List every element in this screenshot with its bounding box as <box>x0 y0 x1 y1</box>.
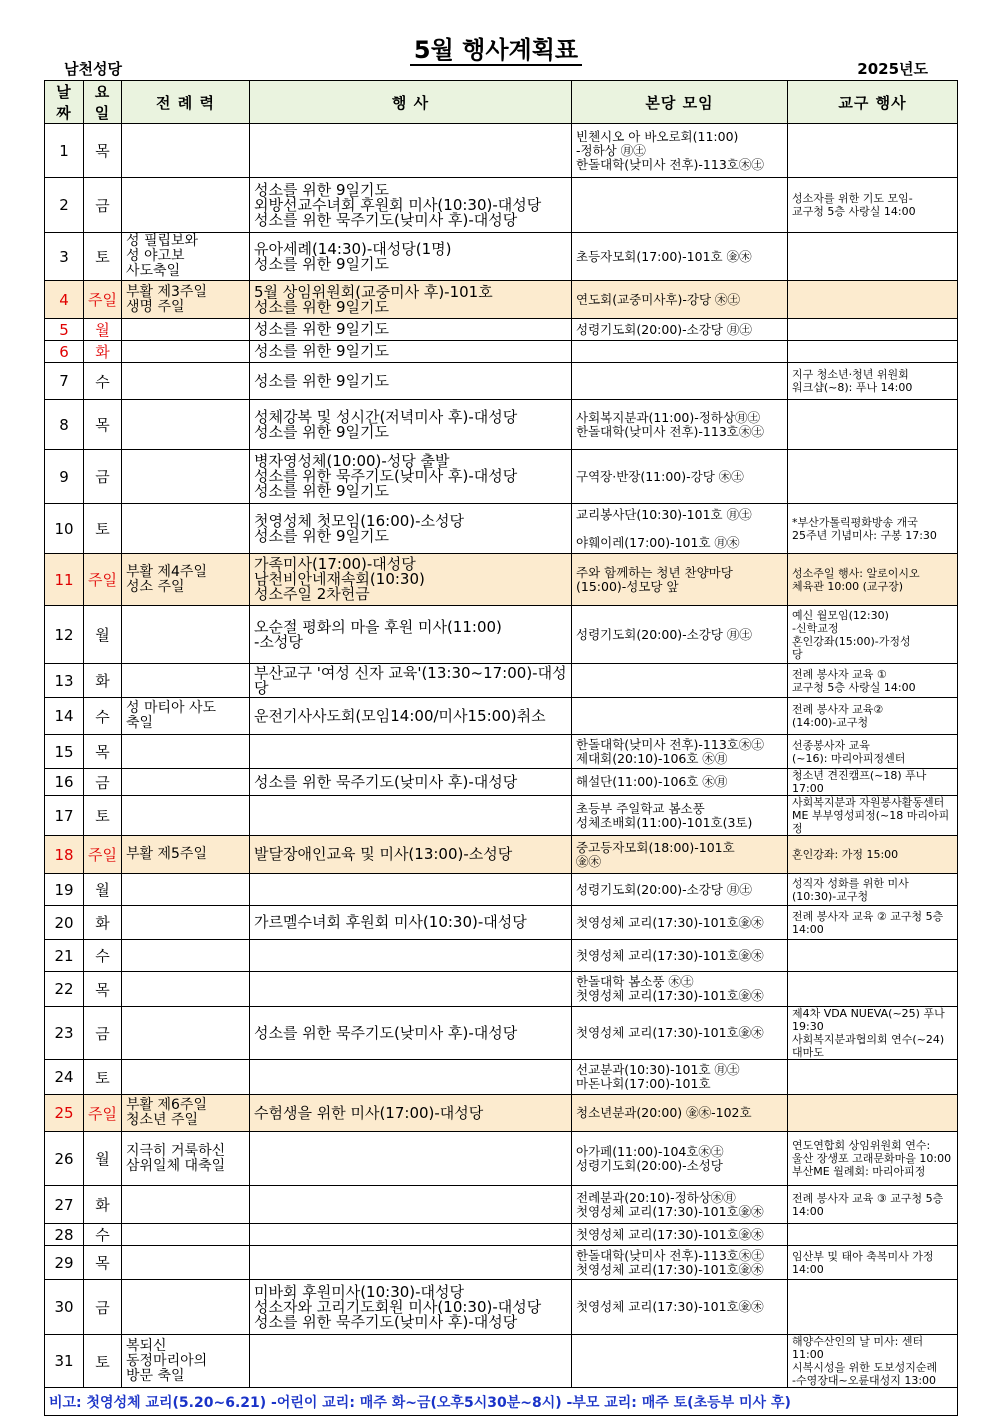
date-cell: 3 <box>45 233 84 281</box>
event-cell: 유아세례(14:30)-대성당(1명) 성소를 위한 9일기도 <box>250 233 572 281</box>
date-cell: 18 <box>45 836 84 874</box>
weekday-cell: 목 <box>84 124 122 178</box>
diocese-cell <box>788 1280 958 1335</box>
weekday-cell: 주일 <box>84 836 122 874</box>
meeting-cell <box>572 341 788 363</box>
table-row <box>45 554 958 606</box>
date-cell: 23 <box>45 1007 84 1060</box>
meeting-cell: 교리봉사단(10:30)-101호 ㊊㊏ 야훼이레(17:00)-101호 ㊊㊍ <box>572 504 788 554</box>
schedule-body <box>45 124 958 1388</box>
header-liturgy: 전 례 력 <box>122 81 250 124</box>
table-row <box>45 124 958 178</box>
event-cell <box>250 1060 572 1095</box>
date-cell: 25 <box>45 1095 84 1132</box>
meeting-cell: 성령기도회(20:00)-소강당 ㊊㊏ <box>572 319 788 341</box>
date-cell: 8 <box>45 400 84 450</box>
date-cell: 12 <box>45 606 84 664</box>
liturgy-cell <box>122 796 250 836</box>
table-row <box>45 1186 958 1224</box>
event-cell <box>250 1132 572 1186</box>
event-cell: 병자영성체(10:00)-성당 출발 성소를 위한 묵주기도(낮미사 후)-대성당 성소를 위한 9일기도 <box>250 450 572 504</box>
table-row <box>45 1335 958 1388</box>
diocese-cell: 선종봉사자 교육 (~16): 마리아피정센터 <box>788 735 958 769</box>
diocese-cell: 혼인강좌: 가정 15:00 <box>788 836 958 874</box>
event-cell: 가족미사(17:00)-대성당 남천비안네재속회(10:30) 성소주일 2차헌금 <box>250 554 572 606</box>
meeting-cell <box>572 363 788 400</box>
weekday-cell: 토 <box>84 1060 122 1095</box>
date-cell: 27 <box>45 1186 84 1224</box>
liturgy-cell: 부활 제5주일 <box>122 836 250 874</box>
table-row <box>45 769 958 796</box>
header-weekday: 요일 <box>84 81 122 124</box>
event-cell <box>250 940 572 972</box>
diocese-cell <box>788 400 958 450</box>
table-row <box>45 972 958 1007</box>
header-events: 행 사 <box>250 81 572 124</box>
diocese-cell: 성소자를 위한 기도 모임- 교구청 5층 사랑실 14:00 <box>788 178 958 233</box>
table-row <box>45 874 958 906</box>
meeting-cell: 연도회(교중미사후)-강당 ㊍㊏ <box>572 281 788 319</box>
liturgy-cell: 부활 제4주일 성소 주일 <box>122 554 250 606</box>
date-cell: 15 <box>45 735 84 769</box>
table-row <box>45 233 958 281</box>
table-row <box>45 1132 958 1186</box>
weekday-cell: 월 <box>84 874 122 906</box>
liturgy-cell <box>122 1186 250 1224</box>
diocese-cell <box>788 1224 958 1246</box>
table-row <box>45 664 958 698</box>
table-row <box>45 319 958 341</box>
liturgy-cell <box>122 178 250 233</box>
date-cell: 28 <box>45 1224 84 1246</box>
liturgy-cell: 복되신 동정마리아의 방문 축일 <box>122 1335 250 1388</box>
event-cell: 가르멜수녀회 후원회 미사(10:30)-대성당 <box>250 906 572 940</box>
meeting-cell: 빈첸시오 아 바오로회(11:00) -정하상 ㊊㊏ 한돌대학(낮미사 전후)-113호㊍㊏ <box>572 124 788 178</box>
weekday-cell: 목 <box>84 735 122 769</box>
diocese-cell <box>788 1060 958 1095</box>
diocese-cell <box>788 972 958 1007</box>
footer-row <box>45 1388 958 1416</box>
weekday-cell: 수 <box>84 698 122 735</box>
diocese-cell: 연도연합회 상임위원회 연수: 울산 장생포 고래문화마을 10:00 부산ME 월례회: 마리아피정 <box>788 1132 958 1186</box>
diocese-cell <box>788 319 958 341</box>
diocese-cell: 성소주일 행사: 알로이시오 체육관 10:00 (교구장) <box>788 554 958 606</box>
date-cell: 2 <box>45 178 84 233</box>
event-cell: 운전기사사도회(모임14:00/미사15:00)취소 <box>250 698 572 735</box>
diocese-cell: 전례 봉사자 교육 ② 교구청 5층 14:00 <box>788 906 958 940</box>
liturgy-cell <box>122 874 250 906</box>
meeting-cell: 한돌대학 봄소풍 ㊍㊏ 첫영성체 교리(17:30)-101호㊎㊍ <box>572 972 788 1007</box>
event-cell: 성소를 위한 9일기도 외방선교수녀회 후원회 미사(10:30)-대성당 성소를 위한 묵주기도(낮미사 후)-대성당 <box>250 178 572 233</box>
date-cell: 13 <box>45 664 84 698</box>
diocese-cell: *부산가톨릭평화방송 개국 25주년 기념미사: 구봉 17:30 <box>788 504 958 554</box>
weekday-cell: 수 <box>84 940 122 972</box>
meeting-cell: 성령기도회(20:00)-소강당 ㊊㊏ <box>572 606 788 664</box>
date-cell: 29 <box>45 1246 84 1280</box>
liturgy-cell <box>122 341 250 363</box>
schedule-table <box>44 80 958 1416</box>
meeting-cell: 사회복지분과(11:00)-정하상㊊㊏ 한돌대학(낮미사 전후)-113호㊍㊏ <box>572 400 788 450</box>
year-label: 2025년도 <box>857 60 928 78</box>
meeting-cell: 해설단(11:00)-106호 ㊍㊊ <box>572 769 788 796</box>
event-cell <box>250 124 572 178</box>
diocese-cell: 성직자 성화를 위한 미사 (10:30)-교구청 <box>788 874 958 906</box>
table-row <box>45 796 958 836</box>
weekday-cell: 목 <box>84 972 122 1007</box>
meeting-cell <box>572 664 788 698</box>
table-row <box>45 1095 958 1132</box>
date-cell: 7 <box>45 363 84 400</box>
table-row <box>45 1007 958 1060</box>
weekday-cell: 금 <box>84 769 122 796</box>
table-row <box>45 1060 958 1095</box>
diocese-cell: 전례 봉사자 교육 ③ 교구청 5층 14:00 <box>788 1186 958 1224</box>
table-row <box>45 400 958 450</box>
diocese-cell <box>788 124 958 178</box>
liturgy-cell <box>122 504 250 554</box>
meeting-cell: 청소년분과(20:00) ㊎㊍-102호 <box>572 1095 788 1132</box>
liturgy-cell: 부활 제6주일 청소년 주일 <box>122 1095 250 1132</box>
table-row <box>45 906 958 940</box>
diocese-cell <box>788 341 958 363</box>
liturgy-cell: 성 필립보와 성 야고보 사도축일 <box>122 233 250 281</box>
date-cell: 26 <box>45 1132 84 1186</box>
event-cell: 오순절 평화의 마을 후원 미사(11:00) -소성당 <box>250 606 572 664</box>
diocese-cell: 제4차 VDA NUEVA(~25) 푸나 19:30 사회복지분과협의회 연수(~24) 대마도 <box>788 1007 958 1060</box>
weekday-cell: 토 <box>84 233 122 281</box>
table-row <box>45 940 958 972</box>
liturgy-cell <box>122 1007 250 1060</box>
meeting-cell: 초등자모회(17:00)-101호 ㊎㊍ <box>572 233 788 281</box>
date-cell: 1 <box>45 124 84 178</box>
parish-name: 남천성당 <box>64 60 122 78</box>
date-cell: 11 <box>45 554 84 606</box>
date-cell: 5 <box>45 319 84 341</box>
header-diocese-events: 교구 행사 <box>788 81 958 124</box>
event-cell: 성소를 위한 9일기도 <box>250 363 572 400</box>
weekday-cell: 금 <box>84 1280 122 1335</box>
meeting-cell <box>572 178 788 233</box>
date-cell: 9 <box>45 450 84 504</box>
weekday-cell: 토 <box>84 1335 122 1388</box>
liturgy-cell <box>122 319 250 341</box>
diocese-cell: 사회복지분과 자원봉사활동센터 ME 부부영성피정(~18 마리아피정 <box>788 796 958 836</box>
event-cell <box>250 1246 572 1280</box>
liturgy-cell <box>122 606 250 664</box>
table-row <box>45 504 958 554</box>
diocese-cell: 지구 청소년·청년 위원회 워크샵(~8): 푸나 14:00 <box>788 363 958 400</box>
diocese-cell: 해양수산인의 날 미사: 센터 11:00 시복시성을 위한 도보성지순례 -수영장대~오륜대성지 13:00 <box>788 1335 958 1388</box>
weekday-cell: 주일 <box>84 1095 122 1132</box>
weekday-cell: 월 <box>84 319 122 341</box>
liturgy-cell: 지극히 거룩하신 삼위일체 대축일 <box>122 1132 250 1186</box>
liturgy-cell <box>122 906 250 940</box>
weekday-cell: 화 <box>84 341 122 363</box>
event-cell: 성소를 위한 묵주기도(낮미사 후)-대성당 <box>250 1007 572 1060</box>
date-cell: 14 <box>45 698 84 735</box>
weekday-cell: 금 <box>84 450 122 504</box>
event-cell <box>250 972 572 1007</box>
diocese-cell: 전례 봉사자 교육② (14:00)-교구청 <box>788 698 958 735</box>
event-cell: 성소를 위한 9일기도 <box>250 341 572 363</box>
date-cell: 17 <box>45 796 84 836</box>
liturgy-cell <box>122 1246 250 1280</box>
liturgy-cell <box>122 1280 250 1335</box>
diocese-cell <box>788 1095 958 1132</box>
meeting-cell: 첫영성체 교리(17:30)-101호㊎㊍ <box>572 1007 788 1060</box>
weekday-cell: 주일 <box>84 281 122 319</box>
liturgy-cell <box>122 735 250 769</box>
table-row <box>45 450 958 504</box>
event-cell <box>250 874 572 906</box>
table-row <box>45 698 958 735</box>
diocese-cell: 임산부 및 태아 축복미사 가정 14:00 <box>788 1246 958 1280</box>
event-cell: 5월 상임위원회(교중미사 후)-101호 성소를 위한 9일기도 <box>250 281 572 319</box>
date-cell: 20 <box>45 906 84 940</box>
liturgy-cell <box>122 400 250 450</box>
meeting-cell: 첫영성체 교리(17:30)-101호㊎㊍ <box>572 1224 788 1246</box>
meeting-cell: 중고등자모회(18:00)-101호 ㊎㊍ <box>572 836 788 874</box>
weekday-cell: 월 <box>84 606 122 664</box>
meeting-cell: 한돌대학(낮미사 전후)-113호㊍㊏ 첫영성체 교리(17:30)-101호㊎㊍ <box>572 1246 788 1280</box>
event-cell <box>250 1186 572 1224</box>
weekday-cell: 목 <box>84 1246 122 1280</box>
liturgy-cell <box>122 664 250 698</box>
weekday-cell: 화 <box>84 664 122 698</box>
date-cell: 22 <box>45 972 84 1007</box>
meeting-cell: 전례분과(20:10)-정하상㊍㊊ 첫영성체 교리(17:30)-101호㊎㊍ <box>572 1186 788 1224</box>
table-row <box>45 1280 958 1335</box>
header-parish-meetings: 본당 모임 <box>572 81 788 124</box>
diocese-cell: 청소년 견진캠프(~18) 푸나 17:00 <box>788 769 958 796</box>
liturgy-cell: 부활 제3주일 생명 주일 <box>122 281 250 319</box>
table-row <box>45 341 958 363</box>
date-cell: 10 <box>45 504 84 554</box>
meeting-cell: 구역장·반장(11:00)-강당 ㊍㊏ <box>572 450 788 504</box>
event-cell: 첫영성체 첫모임(16:00)-소성당 성소를 위한 9일기도 <box>250 504 572 554</box>
table-row <box>45 735 958 769</box>
table-row <box>45 281 958 319</box>
liturgy-cell <box>122 1224 250 1246</box>
event-cell: 성체강복 및 성시간(저녁미사 후)-대성당 성소를 위한 9일기도 <box>250 400 572 450</box>
event-cell: 수험생을 위한 미사(17:00)-대성당 <box>250 1095 572 1132</box>
date-cell: 30 <box>45 1280 84 1335</box>
weekday-cell: 주일 <box>84 554 122 606</box>
weekday-cell: 금 <box>84 1007 122 1060</box>
table-row <box>45 836 958 874</box>
footer-note: 비고: 첫영성체 교리(5.20~6.21) -어린이 교리: 매주 화~금(오후5시30분~8시) -부모 교리: 매주 토(초등부 미사 후) <box>45 1388 958 1416</box>
table-row <box>45 1246 958 1280</box>
liturgy-cell <box>122 124 250 178</box>
date-cell: 21 <box>45 940 84 972</box>
weekday-cell: 수 <box>84 1224 122 1246</box>
liturgy-cell <box>122 940 250 972</box>
diocese-cell <box>788 450 958 504</box>
event-cell: 부산교구 '여성 신자 교육'(13:30~17:00)-대성당 <box>250 664 572 698</box>
meeting-cell: 초등부 주일학교 봄소풍 성체조배회(11:00)-101호(3토) <box>572 796 788 836</box>
meeting-cell <box>572 1335 788 1388</box>
weekday-cell: 화 <box>84 906 122 940</box>
meeting-cell <box>572 698 788 735</box>
date-cell: 4 <box>45 281 84 319</box>
weekday-cell: 금 <box>84 178 122 233</box>
meeting-cell: 한돌대학(낮미사 전후)-113호㊍㊏ 제대회(20:10)-106호 ㊍㊊ <box>572 735 788 769</box>
weekday-cell: 월 <box>84 1132 122 1186</box>
event-cell: 성소를 위한 9일기도 <box>250 319 572 341</box>
weekday-cell: 화 <box>84 1186 122 1224</box>
diocese-cell <box>788 233 958 281</box>
page-title: 5월 행사계획표 <box>0 30 992 65</box>
diocese-cell: 예신 월모임(12:30) -신학교정 혼인강좌(15:00)-가정성 당 <box>788 606 958 664</box>
meeting-cell: 주와 함께하는 청년 찬양마당 (15:00)-성모당 앞 <box>572 554 788 606</box>
diocese-cell: 전례 봉사자 교육 ① 교구청 5층 사랑실 14:00 <box>788 664 958 698</box>
meeting-cell: 첫영성체 교리(17:30)-101호㊎㊍ <box>572 906 788 940</box>
weekday-cell: 목 <box>84 400 122 450</box>
meeting-cell: 선교분과(10:30)-101호 ㊊㊏ 마돈나회(17:00)-101호 <box>572 1060 788 1095</box>
date-cell: 24 <box>45 1060 84 1095</box>
liturgy-cell <box>122 972 250 1007</box>
table-row <box>45 1224 958 1246</box>
date-cell: 6 <box>45 341 84 363</box>
event-cell: 발달장애인교육 및 미사(13:00)-소성당 <box>250 836 572 874</box>
event-cell <box>250 796 572 836</box>
diocese-cell <box>788 281 958 319</box>
liturgy-cell <box>122 450 250 504</box>
weekday-cell: 토 <box>84 796 122 836</box>
event-cell: 성소를 위한 묵주기도(낮미사 후)-대성당 <box>250 769 572 796</box>
header-row <box>45 81 958 124</box>
event-cell <box>250 735 572 769</box>
diocese-cell <box>788 940 958 972</box>
meeting-cell: 아가페(11:00)-104호㊍㊏ 성령기도회(20:00)-소성당 <box>572 1132 788 1186</box>
event-cell <box>250 1335 572 1388</box>
liturgy-cell <box>122 769 250 796</box>
table-row <box>45 363 958 400</box>
event-cell: 미바회 후원미사(10:30)-대성당 성소자와 고리기도회원 미사(10:30)-대성당 성소를 위한 묵주기도(낮미사 후)-대성당 <box>250 1280 572 1335</box>
date-cell: 19 <box>45 874 84 906</box>
table-row <box>45 178 958 233</box>
date-cell: 16 <box>45 769 84 796</box>
weekday-cell: 수 <box>84 363 122 400</box>
meeting-cell: 첫영성체 교리(17:30)-101호㊎㊍ <box>572 1280 788 1335</box>
weekday-cell: 토 <box>84 504 122 554</box>
header-date: 날짜 <box>45 81 84 124</box>
meeting-cell: 첫영성체 교리(17:30)-101호㊎㊍ <box>572 940 788 972</box>
date-cell: 31 <box>45 1335 84 1388</box>
liturgy-cell <box>122 1060 250 1095</box>
table-row <box>45 606 958 664</box>
liturgy-cell <box>122 363 250 400</box>
liturgy-cell: 성 마티아 사도 축일 <box>122 698 250 735</box>
event-cell <box>250 1224 572 1246</box>
meeting-cell: 성령기도회(20:00)-소강당 ㊊㊏ <box>572 874 788 906</box>
